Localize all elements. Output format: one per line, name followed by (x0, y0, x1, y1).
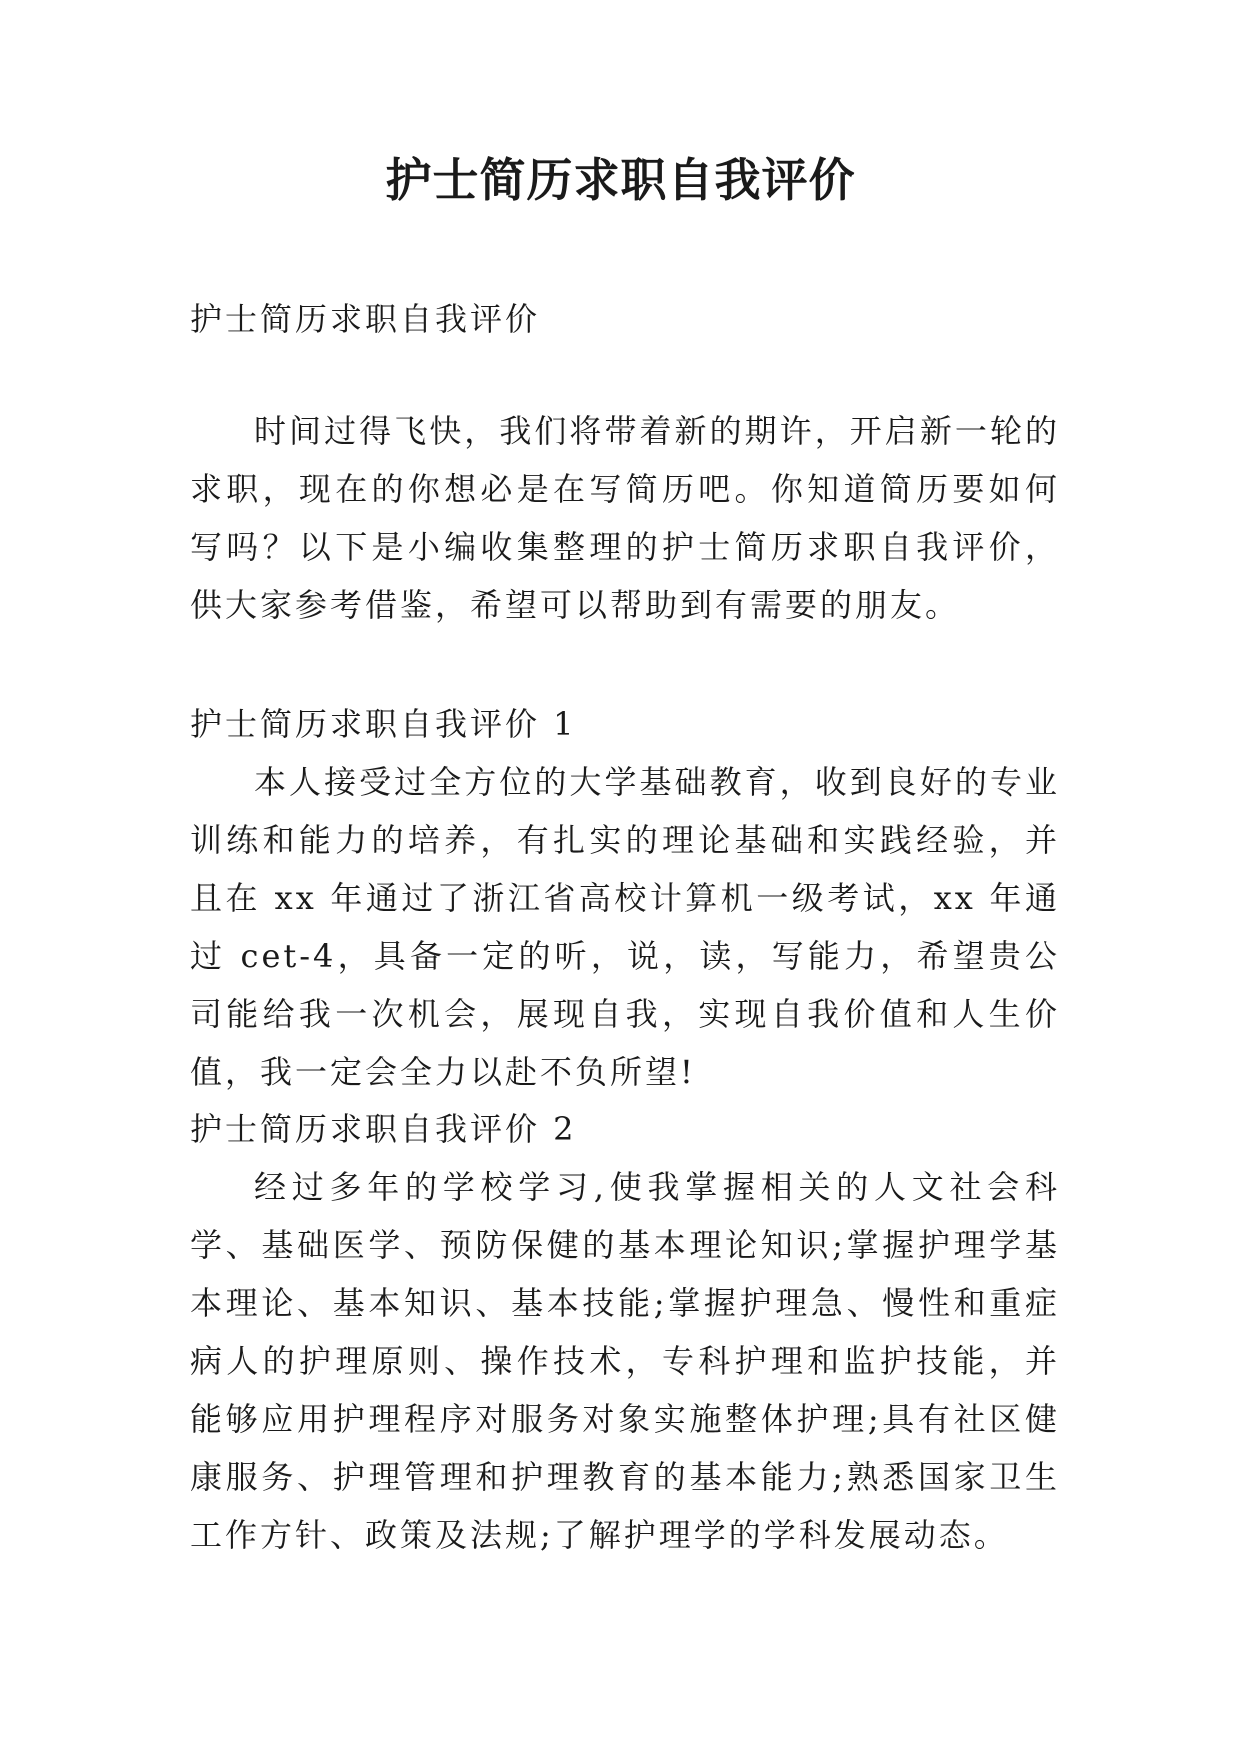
document-subtitle: 护士简历求职自我评价 (190, 300, 541, 338)
intro-paragraph: 时间过得飞快，我们将带着新的期许，开启新一轮的求职，现在的你想必是在写简历吧。你知道简历要如何写吗？以下是小编收集整理的护士简历求职自我评价，供大家参考借鉴，希望可以帮助到有需要的朋友。 (190, 412, 1060, 624)
section-1-paragraph: 本人接受过全方位的大学基础教育，收到良好的专业训练和能力的培养，有扎实的理论基础和实践经验，并且在 xx 年通过了浙江省高校计算机一级考试，xx 年通过 cet-4，具备一定的听，说，读，写能力，希望贵公司能给我一次机会，展现自我，实现自我价值和人生价值，我一定会全力以赴不负所望! (190, 763, 1060, 1091)
section-2-paragraph: 经过多年的学校学习,使我掌握相关的人文社会科学、基础医学、预防保健的基本理论知识;掌握护理学基本理论、基本知识、基本技能;掌握护理急、慢性和重症病人的护理原则、操作技术，专科护理和监护技能，并能够应用护理程序对服务对象实施整体护理;具有社区健康服务、护理管理和护理教育的基本能力;熟悉国家卫生工作方针、政策及法规;了解护理学的学科发展动态。 (190, 1168, 1060, 1554)
section-1-heading: 护士简历求职自我评价 1 (190, 705, 577, 743)
section-2-heading: 护士简历求职自我评价 2 (190, 1110, 577, 1148)
document-title: 护士简历求职自我评价 (385, 153, 856, 207)
